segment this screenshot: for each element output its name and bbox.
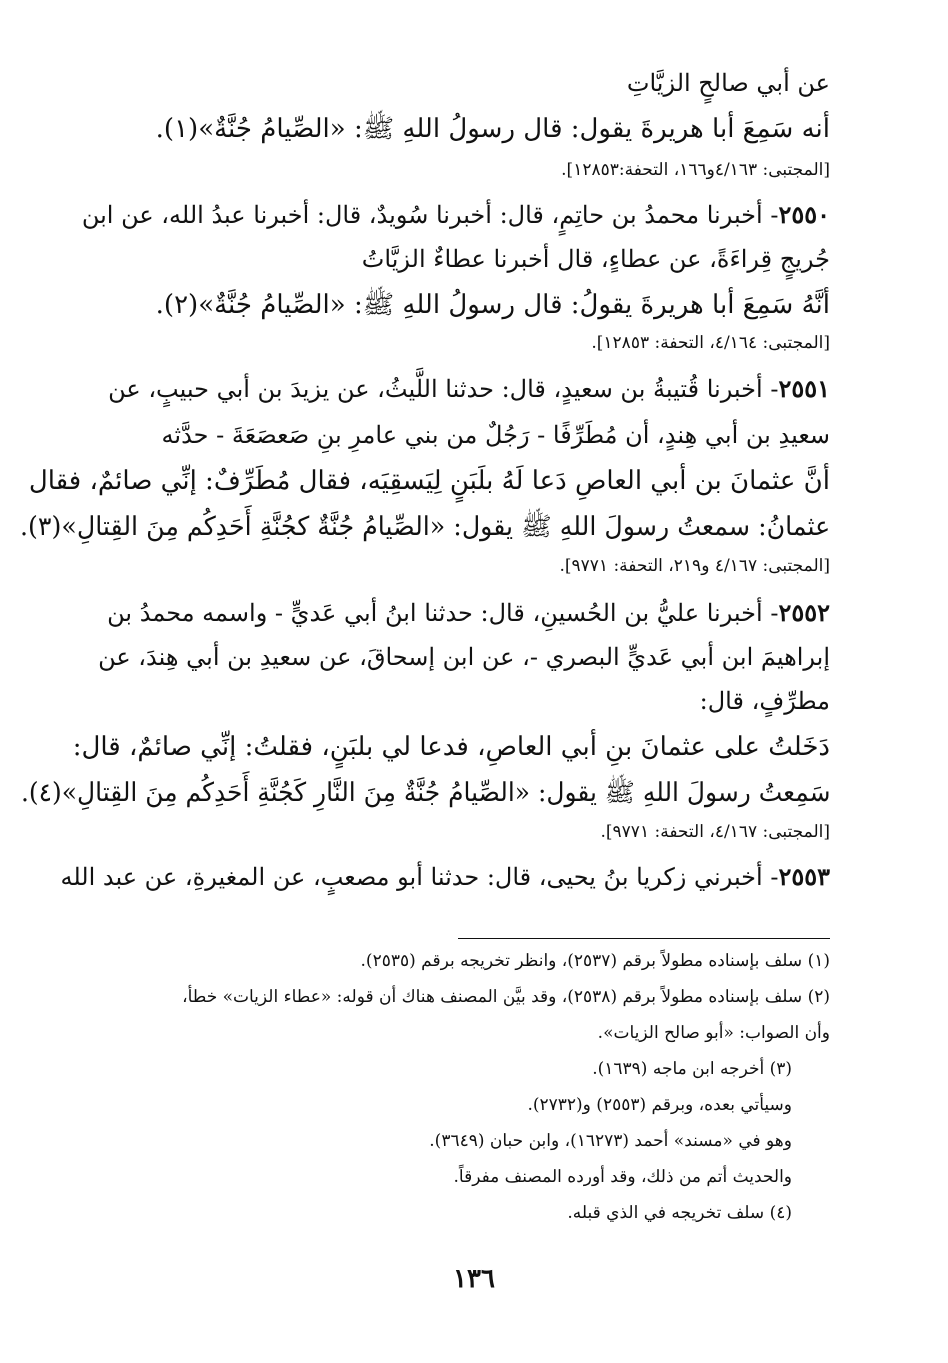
- text-line: عن أبي صالحٍ الزيَّاتِ: [626, 69, 830, 97]
- hadith-2552: ٢٥٥٢- أخبرنا عليُّ بن الحُسينِ، قال: حدثنا ابنُ أبي عَديٍّ - واسمه محمدُ بن: [107, 598, 830, 627]
- text-line: دَخَلتُ على عثمانَ بنِ أبي العاصِ، فدعا لي بلبَنٍ، فقلتُ: إنِّي صائمٌ، قال:: [72, 732, 830, 762]
- text-line: سَمِعتُ رسولَ اللهِ ﷺ يقول: «الصِّيامُ جُنَّةٌ مِنَ النَّارِ كَجُنَّةِ أَحَدِكُم مِنَ القِتالِ»(٤).: [20, 778, 830, 808]
- footnote: والحديث أتم من ذلك، وقد أورده المصنف مفرقاً.: [453, 1167, 792, 1187]
- text-line: أخبرنا قُتيبةُ بن سعيدٍ، قال: حدثنا اللَّيثُ، عن يزيدَ بن أبي حبيبٍ، عن: [108, 375, 763, 403]
- hadith-2550: ٢٥٥٠- أخبرنا محمدُ بن حاتِمٍ، قال: أخبرنا سُويدٌ، قال: أخبرنا عبدُ الله، عن ابن: [81, 200, 830, 229]
- text-line: أنَّ عثمانَ بن أبي العاصِ دَعا لَهُ بلَبَنٍ لِيَسقِيَه، فقال مُطَرِّفٌ: إنِّي صائمٌ، فقال: [28, 466, 830, 496]
- text-line: عثمانُ: سمعتُ رسولَ اللهِ ﷺ يقول: «الصِّيامُ جُنَّةٌ كجُنَّةِ أَحَدِكُم مِنَ القِتالِ»(٣).: [19, 512, 831, 542]
- source-reference: [المجتبى: ٤/١٦٧، التحفة: ٩٧٧١].: [600, 822, 830, 842]
- hadith-number: ٢٥٥٣: [778, 862, 830, 891]
- hadith-number: ٢٥٥٢: [778, 598, 830, 627]
- text-line: جُريجٍ قِراءَةً، عن عطاءٍ، قال أخبرنا عطاءٌ الزيَّاتُ: [361, 245, 830, 273]
- text-line: أخبرنا محمدُ بن حاتِمٍ، قال: أخبرنا سُويدٌ، قال: أخبرنا عبدُ الله، عن ابن: [81, 201, 763, 229]
- text-line: سعيدِ بن أبي هِندٍ، أن مُطَرِّفًا - رَجُلٌ من بني عامرِ بنِ صَعصَعَةَ - حدَّثه: [161, 421, 830, 449]
- text-line: مطرِّفٍ، قال:: [699, 687, 830, 715]
- source-reference: [المجتبى: ٤/١٦٤، التحفة: ١٢٨٥٣].: [591, 333, 830, 353]
- text-line: أنه سَمِعَ أبا هريرةَ يقول: قال رسولُ اللهِ ﷺ: «الصِّيامُ جُنَّةٌ»(١).: [155, 114, 830, 144]
- footnote: وأن الصواب: «أبو صالح الزيات».: [597, 1023, 830, 1043]
- hadith-number: ٢٥٥٠: [778, 200, 830, 229]
- hadith-2553: ٢٥٥٣- أخبرني زكريا بنُ يحيى، قال: حدثنا أبو مصعبٍ، عن المغيرةِ، عن عبد الله: [60, 862, 830, 891]
- hadith-2551: ٢٥٥١- أخبرنا قُتيبةُ بن سعيدٍ، قال: حدثنا اللَّيثُ، عن يزيدَ بن أبي حبيبٍ، عن: [108, 374, 830, 403]
- page-number: ١٣٦: [453, 1264, 495, 1294]
- footnote: (٤) سلف تخريجه في الذي قبله.: [567, 1203, 792, 1223]
- source-reference: [المجتبى: ٤/١٦٧ و٢١٩، التحفة: ٩٧٧١].: [559, 556, 830, 576]
- hadith-number: ٢٥٥١: [778, 374, 830, 403]
- text-line: أنَّهُ سَمِعَ أبا هريرةَ يقولُ: قال رسولُ اللهِ ﷺ: «الصِّيامُ جُنَّةٌ»(٢).: [155, 290, 830, 320]
- source-reference: [المجتبى: ٤/١٦٣و١٦٦، التحفة:١٢٨٥٣].: [561, 160, 830, 180]
- text-line: أخبرنا عليُّ بن الحُسينِ، قال: حدثنا ابنُ أبي عَديٍّ - واسمه محمدُ بن: [107, 599, 763, 627]
- footnote: وهو في «مسند» أحمد (١٦٢٧٣)، وابن حبان (٣٦٤٩).: [429, 1131, 792, 1151]
- footnote: (٢) سلف بإسناده مطولاً برقم (٢٥٣٨)، وقد بيَّن المصنف هناك أن قوله: «عطاء الزيات» خطأ،: [182, 987, 830, 1007]
- footnote-divider: [458, 938, 830, 939]
- footnote: وسيأتي بعده، وبرقم (٢٥٥٣) و(٢٧٣٢).: [527, 1095, 792, 1115]
- text-line: إبراهيمَ ابن أبي عَديٍّ البصري -، عن ابن إسحاقَ، عن سعيدِ بن أبي هِندَ، عن: [98, 643, 830, 671]
- footnote: (٣) أخرجه ابن ماجه (١٦٣٩).: [592, 1059, 792, 1079]
- text-line: أخبرني زكريا بنُ يحيى، قال: حدثنا أبو مصعبٍ، عن المغيرةِ، عن عبد الله: [60, 863, 763, 891]
- footnote: (١) سلف بإسناده مطولاً برقم (٢٥٣٧)، وانظر تخريجه برقم (٢٥٣٥).: [360, 951, 830, 971]
